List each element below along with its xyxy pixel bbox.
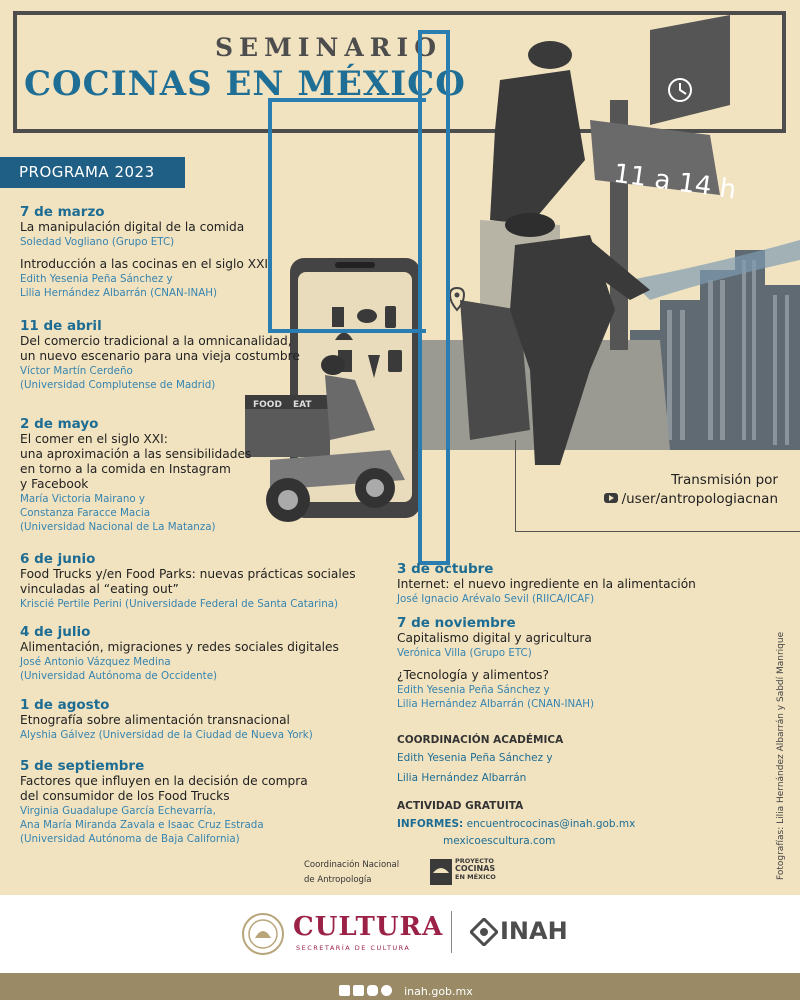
hours-label: 11 a 14 h bbox=[611, 158, 739, 206]
talk-speaker: Alyshia Gálvez (Universidad de la Ciudad de Nueva York) bbox=[20, 729, 313, 741]
talk-title: La manipulación digital de la comida bbox=[20, 220, 245, 234]
proyecto-icon bbox=[430, 859, 452, 885]
contact-email[interactable]: encuentrococinas@inah.gob.mx bbox=[466, 818, 636, 830]
talk-title: Del comercio tradicional a la omnicanalidad, bbox=[20, 334, 292, 348]
talk-speaker: Lilia Hernández Albarrán (CNAN-INAH) bbox=[397, 698, 595, 710]
talk bbox=[20, 257, 268, 300]
session-date: 5 de septiembre bbox=[20, 758, 145, 774]
session-date: 7 de noviembre bbox=[397, 615, 516, 631]
cultura-logo: CULTURA bbox=[293, 912, 444, 942]
transmission-info bbox=[596, 471, 778, 509]
proyecto-line-1: PROYECTO bbox=[455, 857, 494, 865]
session-date: 6 de junio bbox=[20, 551, 96, 567]
talk-speaker: Virginia Guadalupe García Echevarría, bbox=[20, 805, 216, 817]
session-block bbox=[20, 416, 251, 534]
page-title: COCINAS EN MÉXICO bbox=[24, 64, 466, 104]
session-block bbox=[20, 204, 268, 300]
talk-speaker: Edith Yesenia Peña Sánchez y bbox=[20, 273, 173, 285]
facebook-icon[interactable] bbox=[339, 985, 350, 996]
coordinator-1: Edith Yesenia Peña Sánchez y bbox=[397, 752, 553, 764]
talk-title: del consumidor de los Food Trucks bbox=[20, 789, 230, 803]
inah-url[interactable]: inah.gob.mx bbox=[404, 985, 473, 998]
proyecto-line-2: COCINAS bbox=[455, 864, 496, 873]
talk-speaker: José Antonio Vázquez Medina bbox=[20, 656, 171, 668]
talk-title: Etnografía sobre alimentación transnacional bbox=[20, 713, 290, 727]
session-date: 3 de octubre bbox=[397, 561, 494, 577]
info-block bbox=[397, 800, 635, 849]
coordination-heading: COORDINACIÓN ACADÉMICA bbox=[397, 734, 564, 746]
session-block bbox=[20, 318, 300, 392]
session-block bbox=[20, 697, 313, 742]
talk-title: y Facebook bbox=[20, 477, 89, 491]
coordination-block bbox=[397, 734, 563, 788]
talk-speaker: (Universidad Autónoma de Occidente) bbox=[20, 670, 218, 682]
footer-bar bbox=[0, 973, 800, 1000]
social-links bbox=[339, 980, 473, 999]
blue-frame-inner bbox=[268, 98, 426, 333]
session-date: 7 de marzo bbox=[20, 204, 105, 220]
seminar-label: SEMINARIO bbox=[215, 33, 442, 62]
talk-title: una aproximación a las sensibilidades bbox=[20, 447, 252, 461]
session-date: 11 de abril bbox=[20, 318, 102, 334]
youtube-channel[interactable]: /user/antropologiacnan bbox=[621, 491, 778, 507]
talk-title: ¿Tecnología y alimentos? bbox=[397, 668, 550, 682]
free-activity: ACTIVIDAD GRATUITA bbox=[397, 800, 524, 812]
talk-title: vinculadas al “eating out” bbox=[20, 582, 179, 596]
talk-speaker: (Universidad Complutense de Madrid) bbox=[20, 379, 216, 391]
talk-speaker: Soledad Vogliano (Grupo ETC) bbox=[20, 236, 175, 248]
informes-label: INFORMES: bbox=[397, 818, 464, 830]
talk bbox=[397, 668, 594, 711]
cnan-line-2: de Antropología bbox=[304, 875, 372, 885]
transmission-label: Transmisión por bbox=[671, 472, 778, 488]
talk-speaker: Lilia Hernández Albarrán (CNAN-INAH) bbox=[20, 287, 218, 299]
talk bbox=[20, 713, 313, 742]
youtube-icon bbox=[604, 493, 618, 503]
talk bbox=[397, 577, 696, 606]
talk-title: Introducción a las cocinas en el siglo XXI bbox=[20, 257, 269, 271]
talk bbox=[20, 334, 300, 392]
twitter-icon[interactable] bbox=[353, 985, 364, 996]
talk bbox=[20, 432, 251, 534]
website-link[interactable]: mexicoescultura.com bbox=[443, 835, 556, 847]
talk-title: Internet: el nuevo ingrediente en la alimentación bbox=[397, 577, 696, 591]
inah-emblem-icon bbox=[470, 918, 498, 946]
talk-title: Factores que influyen en la decisión de compra bbox=[20, 774, 308, 788]
session-date: 4 de julio bbox=[20, 624, 91, 640]
talk-speaker: María Victoria Mairano y bbox=[20, 493, 146, 505]
session-block bbox=[397, 561, 696, 606]
talk bbox=[397, 631, 594, 660]
proyecto-line-3: EN MÉXICO bbox=[455, 873, 496, 881]
talk-speaker: (Universidad Nacional de La Matanza) bbox=[20, 521, 216, 533]
talk-title: en torno a la comida en Instagram bbox=[20, 462, 231, 476]
talk bbox=[20, 220, 268, 249]
coordinator-2: Lilia Hernández Albarrán bbox=[397, 772, 527, 784]
cnan-line-1: Coordinación Nacional bbox=[304, 860, 400, 870]
session-date: 1 de agosto bbox=[20, 697, 110, 713]
photo-credit: Fotografías: Lilia Hernández Albarrán y Sabdí Manrique bbox=[776, 631, 786, 880]
talk-title: El comer en el siglo XXI: bbox=[20, 432, 168, 446]
talk-speaker: Verónica Villa (Grupo ETC) bbox=[397, 647, 532, 659]
session-block bbox=[20, 551, 356, 611]
talk-speaker: Víctor Martín Cerdeño bbox=[20, 365, 133, 377]
talk bbox=[20, 567, 356, 611]
svg-text:EAT: EAT bbox=[293, 400, 312, 410]
session-date: 2 de mayo bbox=[20, 416, 99, 432]
youtube-icon-footer[interactable] bbox=[381, 985, 392, 996]
talk-title: Capitalismo digital y agricultura bbox=[397, 631, 592, 645]
cnan-logo-text bbox=[304, 858, 399, 888]
talk-speaker: Constanza Faracce Macia bbox=[20, 507, 151, 519]
talk-title: Food Trucks y/en Food Parks: nuevas prácticas sociales bbox=[20, 567, 356, 581]
talk bbox=[20, 640, 339, 683]
session-block bbox=[397, 615, 594, 711]
talk-title: un nuevo escenario para una vieja costumbre bbox=[20, 349, 300, 363]
session-block bbox=[20, 758, 308, 846]
inah-logo: INAH bbox=[500, 917, 568, 945]
proyecto-cocinas-logo bbox=[430, 857, 500, 885]
talk-speaker: Ana María Miranda Zavala e Isaac Cruz Estrada bbox=[20, 819, 264, 831]
svg-text:FOOD: FOOD bbox=[253, 400, 282, 410]
talk-speaker: (Universidad Autónoma de Baja California) bbox=[20, 833, 240, 845]
session-block bbox=[20, 624, 339, 683]
secretaria-label: SECRETARÍA DE CULTURA bbox=[296, 944, 411, 952]
talk-speaker: Edith Yesenia Peña Sánchez y bbox=[397, 684, 550, 696]
logo-divider bbox=[451, 911, 452, 953]
talk-title: Alimentación, migraciones y redes sociales digitales bbox=[20, 640, 339, 654]
talk-speaker: José Ignacio Arévalo Sevil (RIICA/ICAF) bbox=[397, 593, 595, 605]
footer bbox=[0, 895, 800, 973]
talk bbox=[20, 774, 308, 846]
coat-of-arms-icon bbox=[241, 912, 285, 956]
program-badge: PROGRAMA 2023 bbox=[0, 157, 185, 188]
talk-speaker: Kriscié Pertile Perini (Universidade Federal de Santa Catarina) bbox=[20, 598, 339, 610]
instagram-icon[interactable] bbox=[367, 985, 378, 996]
